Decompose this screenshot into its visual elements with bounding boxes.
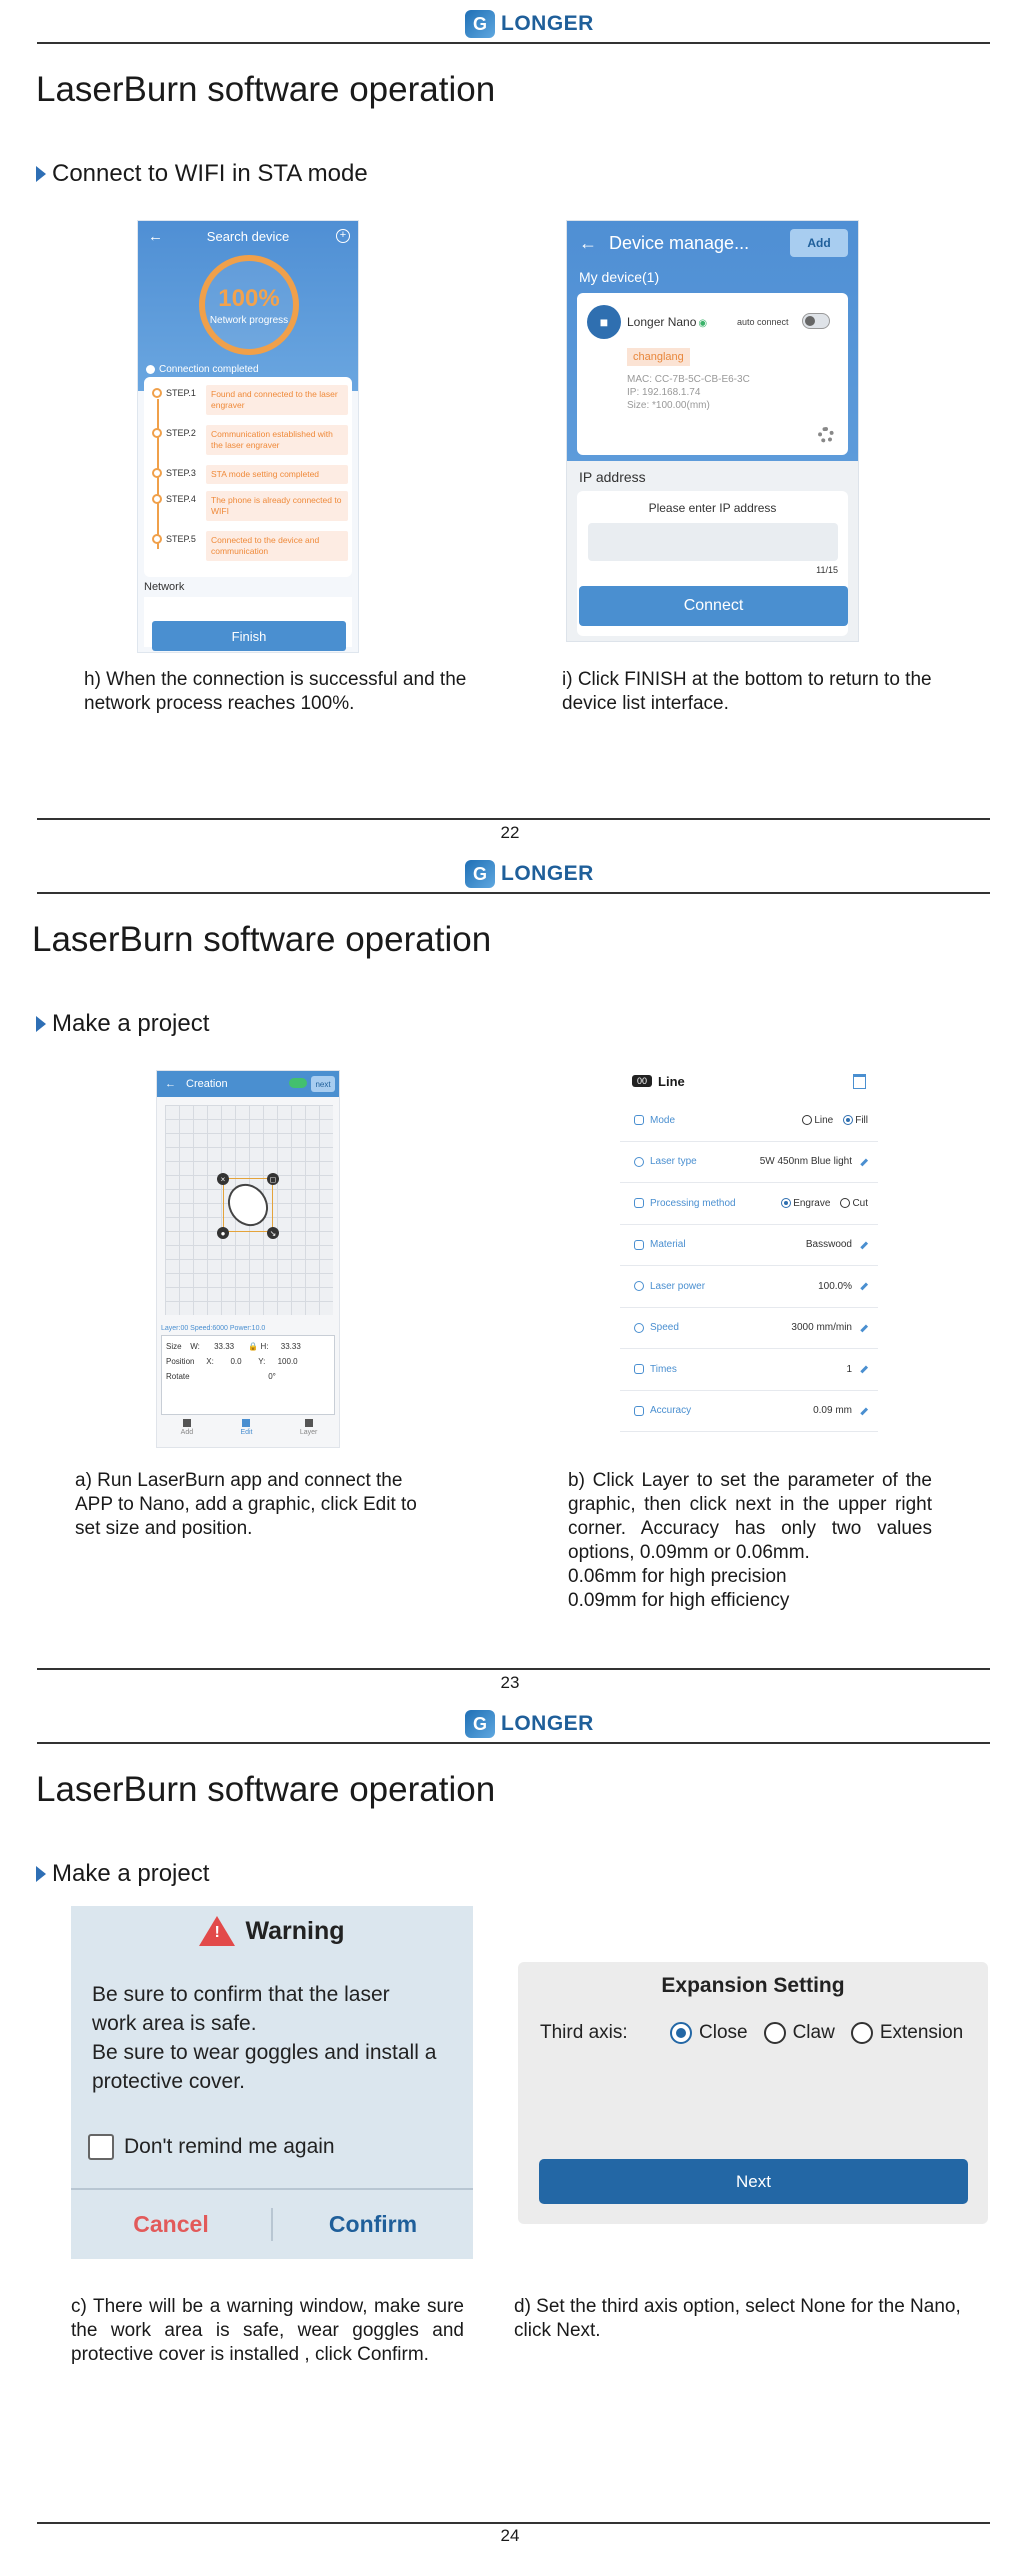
lock-handle-icon[interactable]: ●	[217, 1227, 229, 1239]
longer-logo-icon: G	[465, 860, 495, 888]
radio-engrave-label: Engrave	[793, 1197, 831, 1209]
footer-rule	[37, 1668, 990, 1670]
warning-line: Be sure to confirm that the laser	[92, 1983, 390, 2006]
radio-close-label: Close	[699, 2022, 748, 2043]
row-value: 1	[846, 1363, 852, 1375]
size-label: Size	[166, 1342, 182, 1351]
warning-title: Warning	[245, 1916, 345, 1945]
radio-engrave[interactable]	[781, 1198, 830, 1209]
radio-circle-icon	[764, 2022, 786, 2044]
section-heading	[36, 1010, 209, 1038]
creation-screenshot	[156, 1070, 340, 1448]
auto-connect-label: auto connect	[737, 317, 789, 327]
step-text: Connected to the device and communication	[206, 531, 348, 561]
row-times[interactable]	[620, 1349, 878, 1391]
connect-button[interactable]: Connect	[579, 586, 848, 626]
device-size: Size: *100.00(mm)	[627, 400, 710, 411]
rotate-field[interactable]: 0°	[268, 1372, 276, 1381]
creation-header	[157, 1071, 339, 1097]
caption-c: c) There will be a warning window, make sure the work area is safe, wear goggles and protective cover is installed , click Confirm.	[71, 2296, 464, 2365]
cancel-button[interactable]: Cancel	[71, 2208, 273, 2241]
longer-logo	[465, 10, 594, 38]
y-label: Y:	[258, 1357, 266, 1366]
caption-h: h) When the connection is successful and the network process reaches 100%.	[84, 669, 467, 714]
tab-layer-label: Layer	[299, 1429, 318, 1436]
radio-fill-label: Fill	[855, 1114, 868, 1126]
next-button[interactable]: Next	[539, 2159, 968, 2204]
laser-type-icon	[634, 1157, 644, 1167]
radio-circle-icon	[840, 1198, 850, 1208]
step-label: STEP.5	[166, 534, 196, 544]
radio-circle-icon	[851, 2022, 873, 2044]
third-axis-row	[540, 2022, 979, 2044]
step-item	[152, 491, 348, 521]
device-name-text: Longer Nano	[627, 315, 697, 329]
caption-b: b) Click Layer to set the parameter of the graphic, then click next in the upper right corner. Accuracy has only two values options, 0.09mm or 0.06mm.	[568, 1470, 932, 1563]
radio-circle-icon	[843, 1115, 853, 1125]
accuracy-icon	[634, 1406, 644, 1416]
search-device-screenshot	[137, 220, 359, 653]
warning-line: Be sure to wear goggles and install a	[92, 2041, 437, 2064]
step-dot-icon	[152, 494, 162, 504]
step-dot-icon	[152, 428, 162, 438]
progress-percent: 100%	[218, 284, 280, 312]
row-value: 5W 450nm Blue light	[759, 1156, 852, 1168]
position-label: Position	[166, 1357, 195, 1366]
row-key: Processing method	[650, 1197, 736, 1209]
third-axis-label: Third axis:	[540, 2022, 628, 2043]
section-label: Connect to WIFI in STA mode	[52, 160, 368, 187]
caption-d: d) Set the third axis option, select None for the Nano, click Next.	[514, 2296, 961, 2341]
back-arrow-icon[interactable]: ←	[579, 232, 597, 253]
warning-dialog	[71, 1906, 473, 2259]
page-title: LaserBurn software operation	[32, 920, 492, 959]
wifi-pill-icon	[289, 1078, 307, 1088]
step-dot-icon	[152, 534, 162, 544]
step-dot-icon	[152, 468, 162, 478]
edit-pencil-icon[interactable]	[860, 1158, 867, 1165]
x-field[interactable]: 0.0	[230, 1357, 242, 1366]
brand-name: LONGER	[501, 12, 594, 35]
device-manager-title: Device manage...	[609, 232, 750, 253]
y-field[interactable]: 100.0	[277, 1357, 298, 1366]
width-field[interactable]: 33.33	[214, 1342, 235, 1351]
step-text: Communication established with the laser engraver	[206, 425, 348, 455]
processing-icon	[634, 1198, 644, 1208]
line-settings-screenshot	[620, 1062, 878, 1446]
caption-b-efficiency: 0.09mm for high efficiency	[568, 1590, 790, 1611]
device-card[interactable]	[577, 293, 848, 455]
lock-icon[interactable]: 🔒	[248, 1342, 259, 1351]
page-title: LaserBurn software operation	[36, 1770, 496, 1809]
row-key: Mode	[650, 1114, 676, 1126]
radio-circle-icon	[802, 1115, 812, 1125]
creation-title: Creation	[186, 1078, 228, 1090]
brand-name: LONGER	[501, 1712, 594, 1735]
expansion-setting-dialog	[518, 1962, 988, 2224]
device-tag: changlang	[627, 348, 690, 366]
radio-extension[interactable]	[851, 2022, 963, 2044]
add-button[interactable]: Add	[790, 229, 848, 257]
longer-logo	[465, 860, 594, 888]
warning-buttons	[71, 2188, 473, 2259]
auto-connect-toggle[interactable]	[802, 313, 830, 329]
confirm-button[interactable]: Confirm	[328, 2211, 418, 2237]
wifi-icon: ◉	[698, 318, 708, 329]
step-text: Found and connected to the laser engraver	[206, 385, 348, 415]
ip-address-label: IP address	[579, 469, 646, 485]
section-heading	[36, 160, 368, 188]
radio-line-label: Line	[814, 1114, 834, 1126]
row-mode	[620, 1100, 878, 1142]
step-item	[152, 531, 348, 561]
back-arrow-icon[interactable]: ←	[148, 227, 163, 245]
row-material[interactable]	[620, 1225, 878, 1267]
header-rule	[37, 1742, 990, 1744]
tab-add-label: Add	[180, 1429, 194, 1436]
row-value: 0.09 mm	[813, 1405, 852, 1417]
expansion-title: Expansion Setting	[661, 1974, 845, 1997]
bullet-triangle-icon	[36, 1016, 46, 1032]
device-mac: MAC: CC-7B-5C-CB-E6-3C	[627, 374, 750, 385]
bullet-triangle-icon	[36, 1866, 46, 1882]
line-title: Line	[658, 1073, 685, 1089]
footer-rule	[37, 2522, 990, 2524]
progress-ring	[199, 255, 299, 355]
warning-body	[71, 1956, 473, 2096]
back-arrow-icon[interactable]: ←	[165, 1078, 176, 1090]
w-label: W:	[190, 1342, 200, 1351]
header-rule	[37, 42, 990, 44]
connection-completed	[146, 364, 259, 375]
x-label: X:	[206, 1357, 214, 1366]
layer-number: 00	[632, 1075, 652, 1087]
resize-handle-icon[interactable]: ↘	[267, 1227, 279, 1239]
device-icon: ■	[587, 305, 621, 339]
longer-logo-icon: G	[465, 1710, 495, 1738]
ip-input[interactable]	[588, 523, 838, 561]
check-icon	[146, 365, 155, 374]
edit-icon	[242, 1419, 250, 1427]
edit-pencil-icon[interactable]	[860, 1366, 867, 1373]
step-dot-icon	[152, 388, 162, 398]
page-22	[0, 0, 1020, 850]
radio-claw[interactable]	[764, 2022, 835, 2044]
header-rule	[37, 892, 990, 894]
mode-icon	[634, 1115, 644, 1125]
caption-a: a) Run LaserBurn app and connect the APP to Nano, add a graphic, click Edit to set size and position.	[75, 1470, 417, 1539]
add-circle-icon[interactable]: +	[336, 229, 350, 243]
step-item	[152, 425, 348, 455]
radio-circle-icon	[781, 1198, 791, 1208]
layer-info: Layer:00 Speed:6000 Power:10.0	[161, 1325, 266, 1332]
radio-cut[interactable]	[840, 1198, 868, 1209]
height-field[interactable]: 33.33	[280, 1342, 301, 1351]
ip-counter: 11/15	[816, 565, 838, 575]
steps-card	[144, 377, 352, 577]
row-key: Laser power	[650, 1280, 706, 1292]
bottom-tabs	[157, 1419, 340, 1447]
row-key: Material	[650, 1239, 686, 1251]
gear-icon[interactable]	[818, 427, 834, 443]
step-label: STEP.2	[166, 428, 196, 438]
times-icon	[634, 1364, 644, 1374]
page-number: 22	[500, 823, 520, 842]
size-position-panel	[161, 1335, 335, 1415]
section-label: Make a project	[52, 1860, 210, 1887]
step-label: STEP.4	[166, 494, 196, 504]
row-laser-type[interactable]	[620, 1142, 878, 1184]
finish-button[interactable]: Finish	[152, 621, 346, 651]
laser-power-icon	[634, 1281, 644, 1291]
rotate-label: Rotate	[166, 1372, 190, 1381]
tab-add[interactable]	[181, 1419, 193, 1447]
radio-extension-label: Extension	[879, 2022, 964, 2043]
line-header	[620, 1062, 878, 1100]
bullet-triangle-icon	[36, 166, 46, 182]
radio-cut-label: Cut	[852, 1197, 868, 1209]
brand-name: LONGER	[501, 862, 594, 885]
search-device-title: Search device	[206, 228, 290, 244]
progress-label: Network progress	[209, 314, 289, 326]
edit-pencil-icon[interactable]	[860, 1283, 867, 1290]
page-24	[0, 1700, 1020, 2550]
tab-edit-label: Edit	[240, 1429, 253, 1436]
row-speed[interactable]	[620, 1308, 878, 1350]
step-item	[152, 465, 348, 484]
footer-rule	[37, 818, 990, 820]
row-value: 3000 mm/min	[791, 1322, 852, 1334]
radio-fill[interactable]	[843, 1115, 868, 1126]
h-label: H:	[260, 1342, 269, 1351]
edit-pencil-icon[interactable]	[860, 1324, 867, 1331]
row-key: Times	[650, 1363, 677, 1375]
trash-icon[interactable]	[853, 1074, 866, 1089]
device-manager-screenshot	[566, 220, 859, 642]
search-device-header	[138, 221, 358, 251]
row-value: Basswood	[805, 1239, 852, 1251]
my-device-label: My device(1)	[579, 269, 660, 285]
dont-remind-label: Don't remind me again	[124, 2135, 335, 2158]
tab-edit[interactable]	[240, 1419, 252, 1447]
completed-label: Connection completed	[159, 364, 259, 375]
radio-circle-icon	[670, 2022, 692, 2044]
row-accuracy[interactable]	[620, 1391, 878, 1433]
step-label: STEP.3	[166, 468, 196, 478]
section-heading	[36, 1860, 209, 1888]
row-laser-power[interactable]	[620, 1266, 878, 1308]
longer-logo	[465, 1710, 594, 1738]
device-meta	[627, 373, 750, 412]
warning-line: work area is safe.	[92, 2012, 257, 2035]
device-ip: IP: 192.168.1.74	[627, 387, 701, 398]
device-name	[627, 315, 707, 329]
row-processing-method	[620, 1183, 878, 1225]
radio-close[interactable]	[670, 2022, 748, 2044]
warning-header	[71, 1906, 473, 1956]
caption-i: i) Click FINISH at the bottom to return to the device list interface.	[562, 669, 932, 714]
warning-icon: !	[199, 1916, 235, 1946]
edit-pencil-icon[interactable]	[860, 1241, 867, 1248]
delete-handle-icon[interactable]: ×	[217, 1173, 229, 1185]
caption-b-precision: 0.06mm for high precision	[568, 1566, 787, 1587]
radio-line[interactable]	[802, 1115, 833, 1126]
page-23	[0, 850, 1020, 1700]
warning-line: protective cover.	[92, 2070, 245, 2093]
speed-icon	[634, 1323, 644, 1333]
page-number: 24	[500, 2526, 520, 2545]
step-text: STA mode setting completed	[206, 465, 348, 484]
row-key: Laser type	[650, 1156, 697, 1168]
add-icon	[183, 1419, 191, 1427]
dont-remind-checkbox[interactable]	[88, 2134, 114, 2160]
step-label: STEP.1	[166, 388, 196, 398]
network-label: Network	[144, 581, 185, 593]
copy-handle-icon[interactable]: ◻	[267, 1173, 279, 1185]
row-value: 100.0%	[818, 1280, 852, 1292]
row-key: Accuracy	[650, 1405, 692, 1417]
step-item	[152, 385, 348, 415]
layer-icon	[305, 1419, 313, 1427]
step-text: The phone is already connected to WIFI	[206, 491, 348, 521]
next-button[interactable]: next	[311, 1076, 335, 1092]
longer-logo-icon: G	[465, 10, 495, 38]
row-key: Speed	[650, 1322, 679, 1334]
ip-placeholder: Please enter IP address	[648, 501, 777, 515]
page-number: 23	[500, 1673, 520, 1692]
radio-claw-label: Claw	[792, 2022, 835, 2043]
section-label: Make a project	[52, 1010, 210, 1037]
dont-remind-checkbox-row[interactable]	[88, 2134, 335, 2160]
material-icon	[634, 1240, 644, 1250]
page-title: LaserBurn software operation	[36, 70, 496, 109]
edit-pencil-icon[interactable]	[860, 1407, 867, 1414]
tab-layer[interactable]	[300, 1419, 318, 1447]
